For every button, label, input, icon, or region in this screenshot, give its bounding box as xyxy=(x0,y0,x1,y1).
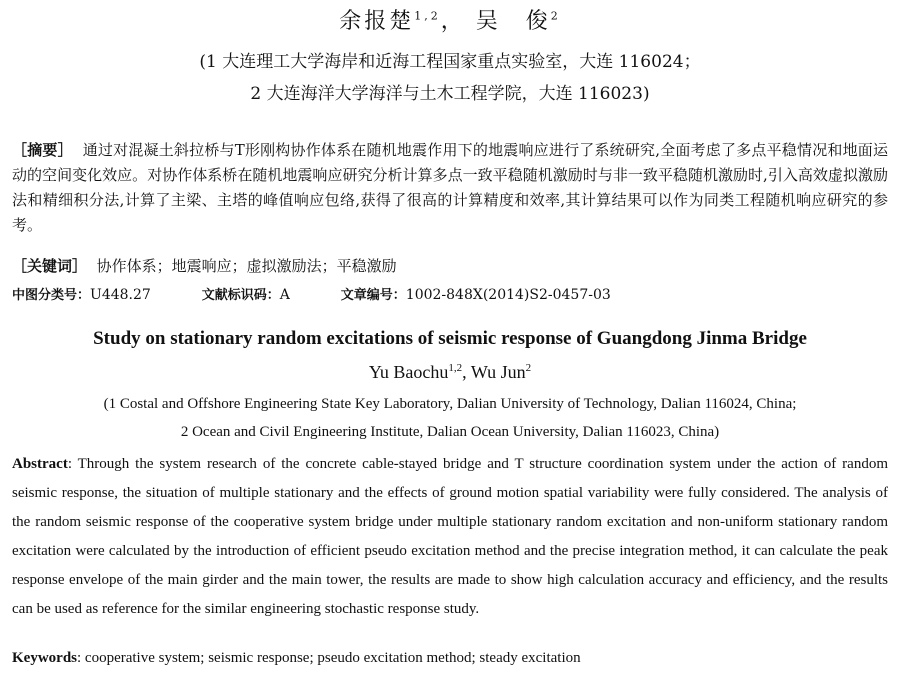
affiliation-en-1: (1 Costal and Offshore Engineering State Key Laboratory, Dalian University of Technology, Dalian 116024, China; xyxy=(103,396,797,412)
doc-code-value: A xyxy=(279,287,290,303)
keywords-cn-text: 协作体系；地震响应；虚拟激励法；平稳激励 xyxy=(96,257,397,275)
abstract-en-text: Through the system research of the concrete cable-stayed bridge and T structure coordination system under the action of random seismic response, the situation of multiple stationary and the effects of ground motion spatial variability were fully considered. The analysis of the random seismic response of the cooperative system bridge under multiple stationary random excitation and non-uniform stationary random excitation were calculated by the introduction of efficient pseudo excitation method and the precise integration method, it can calculate the peak response envelope of the main girder and the main tower, the results are made to show high calculation accuracy and efficiency, and the results can be used as reference for the similar engineering stochastic response study. xyxy=(12,456,888,617)
author-en-1: Yu Baochu xyxy=(368,362,449,382)
doc-code-label: 文献标识码： xyxy=(201,288,280,303)
affiliation-en-2: 2 Ocean and Civil Engineering Institute, Dalian Ocean University, Dalian 116023, China) xyxy=(180,424,720,440)
author-cn-2-sup: 2 xyxy=(550,9,561,23)
author-en-1-sup: 1,2 xyxy=(448,362,463,374)
keywords-en-colon: : xyxy=(77,650,82,666)
affiliation-cn-2: 2 大连海洋大学海洋与土木工程学院，大连 116023) xyxy=(250,84,650,104)
author-cn-separator: ， xyxy=(440,9,466,34)
authors-cn xyxy=(0,4,900,35)
title-en: Study on stationary random excitations of seismic response of Guangdong Jinma Bridge xyxy=(93,328,807,349)
author-cn-1: 余报楚 xyxy=(339,9,415,34)
authors-en xyxy=(0,362,900,383)
abstract-cn xyxy=(12,138,888,238)
clc-label: 中图分类号： xyxy=(12,288,91,303)
affiliation-cn-1: (1 大连理工大学海岸和近海工程国家重点实验室，大连 116024； xyxy=(199,52,701,72)
clc-value: U448.27 xyxy=(90,287,151,303)
author-en-2-sup: 2 xyxy=(525,362,532,374)
abstract-cn-text: 通过对混凝土斜拉桥与T形刚构协作体系在随机地震作用下的地震响应进行了系统研究,全面考虑了多点平稳情况和地面运动的空间变化效应。对协作体系桥在随机地震响应研究分析计算多点一致平稳随机激励时与非一致平稳随机激励时,引入高效虚拟激励法和精细积分法,计算了主梁、主塔的峰值响应包络,获得了很高的计算精度和效率,其计算结果可以作为同类工程随机响应研究的参考。 xyxy=(12,141,888,234)
article-number-value: 1002-848X(2014)S2-0457-03 xyxy=(405,287,611,303)
abstract-en-colon: : xyxy=(67,456,72,472)
keywords-cn-label: ［关键词］ xyxy=(12,257,88,275)
abstract-cn-label: ［摘要］ xyxy=(12,141,73,159)
author-cn-1-sup: 1,2 xyxy=(414,9,441,23)
keywords-en-text: cooperative system; seismic response; pseudo excitation method; steady excitation xyxy=(81,650,581,666)
author-cn-2: 吴 俊 xyxy=(475,9,551,34)
keywords-en xyxy=(12,650,888,667)
article-number-label: 文章编号： xyxy=(340,288,406,303)
classification-row xyxy=(12,284,888,303)
author-en-separator: , xyxy=(462,362,471,382)
author-en-2: Wu Jun xyxy=(470,362,526,382)
abstract-en xyxy=(12,450,888,624)
keywords-cn xyxy=(12,255,888,276)
keywords-en-label: Keywords xyxy=(12,650,77,666)
abstract-en-label: Abstract xyxy=(12,456,68,472)
